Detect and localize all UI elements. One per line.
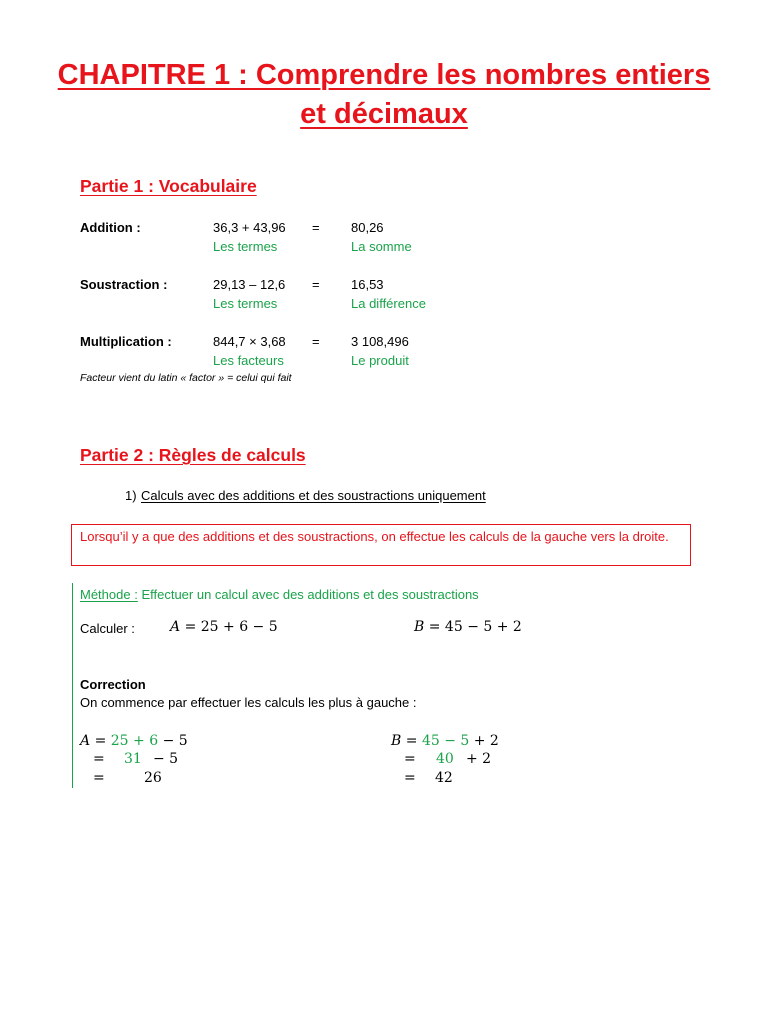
method-side-bar bbox=[72, 583, 73, 788]
multiplication-result-name: Le produit bbox=[351, 353, 409, 368]
b-step-3-value: 42 bbox=[435, 770, 453, 786]
a-step-1-var: A bbox=[80, 733, 91, 749]
b-step-2-highlight: 40 bbox=[436, 751, 454, 767]
expression-b-rhs: = 45 − 5 + 2 bbox=[428, 619, 522, 635]
subtraction-result: 16,53 bbox=[351, 277, 384, 292]
b-step-1 bbox=[391, 733, 499, 749]
a-step-1-highlight: 25 + 6 bbox=[110, 733, 159, 749]
a-step-1-rest: − 5 bbox=[162, 733, 188, 749]
method-text: Effectuer un calcul avec des additions et des soustractions bbox=[141, 587, 479, 602]
subtraction-terms-name: Les termes bbox=[213, 296, 278, 311]
subsection-number: 1) bbox=[125, 488, 137, 503]
subtraction-expression: 29,13 – 12,6 bbox=[213, 277, 286, 292]
b-step-3-eq: = bbox=[404, 770, 416, 786]
b-step-1-var: B bbox=[391, 733, 402, 749]
multiplication-label: Multiplication : bbox=[80, 334, 172, 349]
addition-result: 80,26 bbox=[351, 220, 384, 235]
a-step-3-value: 26 bbox=[144, 770, 162, 786]
method-line bbox=[80, 587, 479, 602]
a-step-1-eq: = bbox=[94, 733, 107, 749]
a-step-2-eq: = bbox=[93, 751, 105, 767]
addition-expression: 36,3 + 43,96 bbox=[213, 220, 286, 235]
b-step-1-rest: + 2 bbox=[473, 733, 499, 749]
expression-a bbox=[170, 619, 278, 635]
addition-result-name: La somme bbox=[351, 239, 412, 254]
expression-a-rhs: = 25 + 6 − 5 bbox=[184, 619, 278, 635]
calc-label: Calculer : bbox=[80, 621, 135, 636]
rule-text: Lorsqu’il y a que des additions et des soustractions, on effectue les calculs de la gauche vers la droite. bbox=[80, 529, 669, 544]
multiplication-result: 3 108,496 bbox=[351, 334, 409, 349]
b-step-1-eq: = bbox=[405, 733, 418, 749]
chapter-title-line2: et décimaux bbox=[300, 98, 468, 130]
variable-a: A bbox=[170, 619, 181, 635]
subtraction-result-name: La différence bbox=[351, 296, 426, 311]
method-label: Méthode : bbox=[80, 587, 138, 602]
a-step-2-rest: − 5 bbox=[153, 751, 179, 767]
b-step-2-eq: = bbox=[404, 751, 416, 767]
part1-heading: Partie 1 : Vocabulaire bbox=[80, 176, 257, 196]
a-step-2-highlight: 31 bbox=[124, 751, 142, 767]
factor-etymology-note: Facteur vient du latin « factor » = celui qui fait bbox=[80, 372, 292, 384]
part2-heading: Partie 2 : Règles de calculs bbox=[80, 445, 306, 465]
subtraction-equals: = bbox=[312, 277, 320, 292]
b-step-2-rest: + 2 bbox=[466, 751, 492, 767]
chapter-title bbox=[0, 56, 768, 134]
addition-terms-name: Les termes bbox=[213, 239, 278, 254]
subsection-title: Calculs avec des additions et des soustractions uniquement bbox=[141, 488, 486, 503]
correction-label: Correction bbox=[80, 677, 146, 692]
multiplication-expression: 844,7 × 3,68 bbox=[213, 334, 286, 349]
variable-b: B bbox=[414, 619, 425, 635]
chapter-title-line1: CHAPITRE 1 : Comprendre les nombres entiers bbox=[57, 59, 711, 91]
subtraction-label: Soustraction : bbox=[80, 277, 168, 292]
a-step-1 bbox=[80, 733, 188, 749]
a-step-3-eq: = bbox=[93, 770, 105, 786]
correction-text: On commence par effectuer les calculs les plus à gauche : bbox=[80, 695, 417, 710]
expression-b bbox=[414, 619, 522, 635]
addition-label: Addition : bbox=[80, 220, 141, 235]
multiplication-equals: = bbox=[312, 334, 320, 349]
addition-equals: = bbox=[312, 220, 320, 235]
multiplication-factors-name: Les facteurs bbox=[213, 353, 284, 368]
b-step-1-highlight: 45 − 5 bbox=[421, 733, 470, 749]
rule-box bbox=[71, 524, 691, 566]
